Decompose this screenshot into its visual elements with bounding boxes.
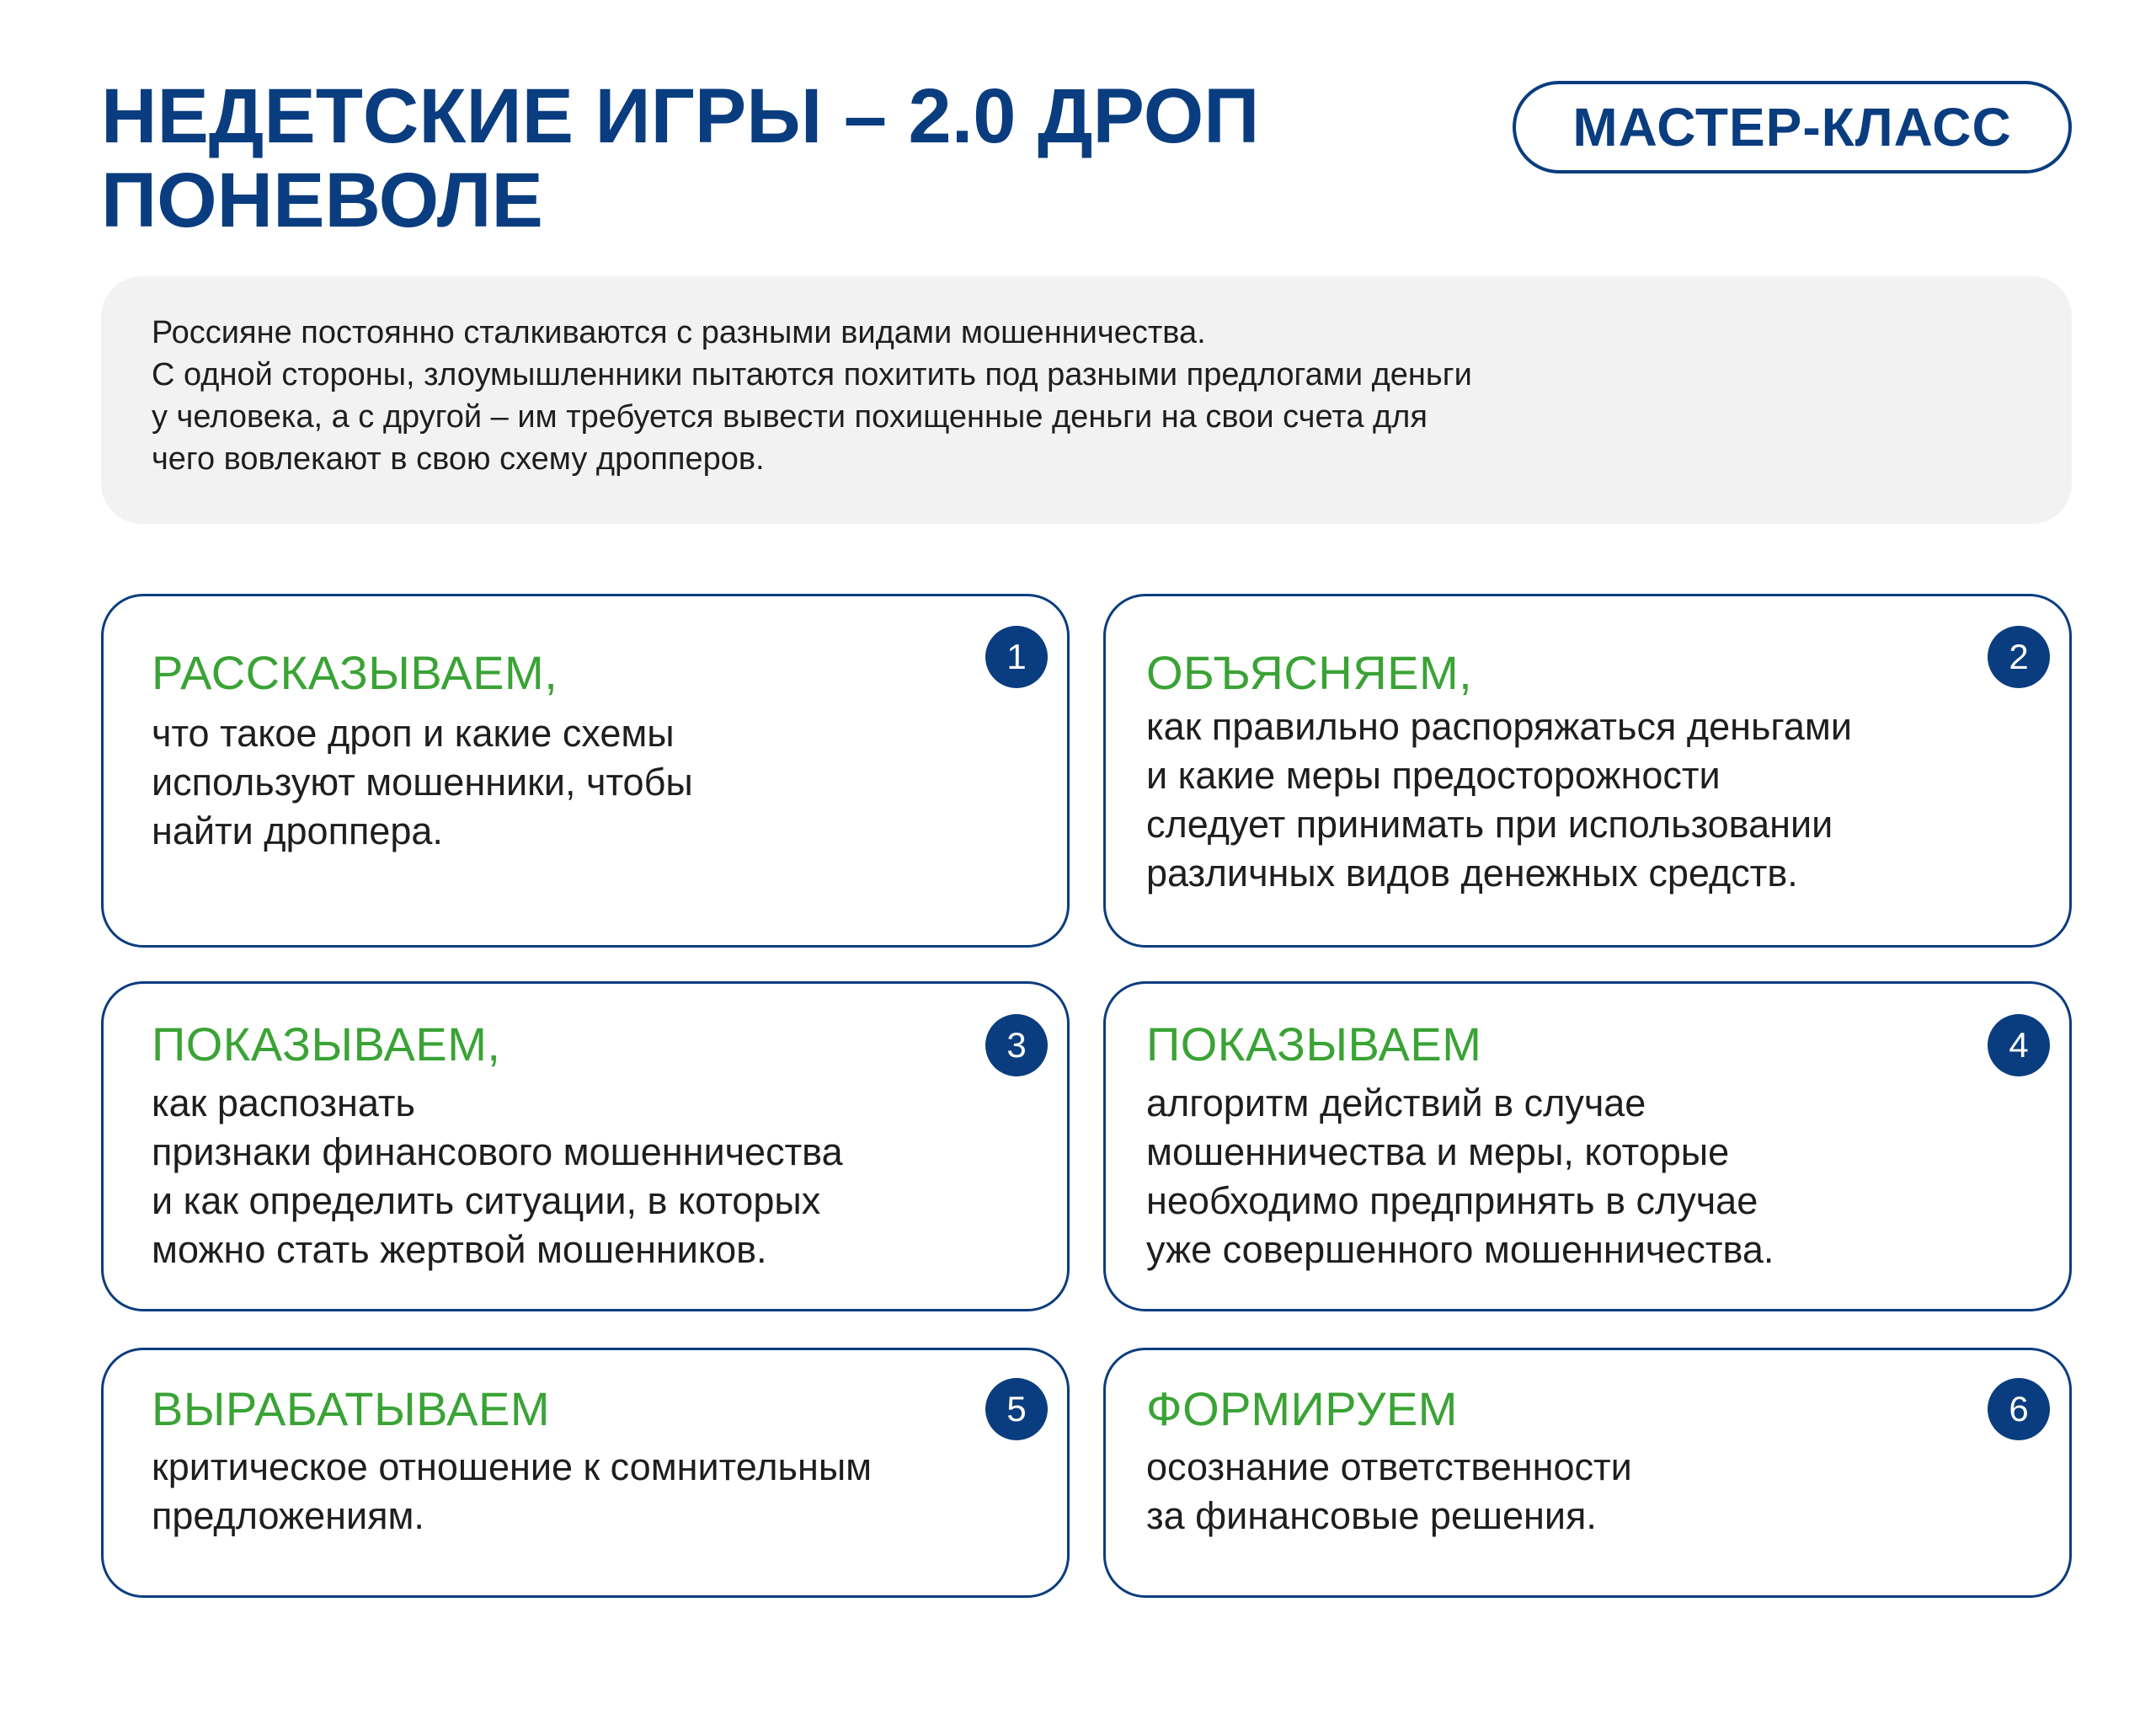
card-develop bbox=[101, 1348, 1070, 1598]
card-text bbox=[1146, 1079, 1774, 1274]
card-text-line: и какие меры предосторожности bbox=[1146, 754, 1721, 797]
title-line-1: НЕДЕТСКИЕ ИГРЫ – 2.0 ДРОП bbox=[101, 73, 1260, 159]
intro-line: С одной стороны, злоумышленники пытаются похитить под разными предлогами деньги bbox=[152, 357, 1472, 393]
intro-line: у человека, а с другой – им требуется вывести похищенные деньги на свои счета для bbox=[152, 399, 1428, 435]
card-text-line: алгоритм действий в случае bbox=[1146, 1081, 1646, 1124]
card-text-line: и как определить ситуации, в которых bbox=[152, 1179, 821, 1222]
card-text-line: критическое отношение к сомнительным bbox=[152, 1445, 873, 1488]
card-number-badge: 2 bbox=[1988, 626, 2050, 688]
card-number-badge: 6 bbox=[1988, 1378, 2050, 1440]
card-text bbox=[152, 1443, 872, 1541]
card-text-line: найти дроппера. bbox=[152, 809, 443, 852]
card-text-line: признаки финансового мошенничества bbox=[152, 1130, 843, 1173]
card-heading: РАССКАЗЫВАЕМ, bbox=[152, 646, 558, 699]
intro-panel bbox=[101, 276, 2072, 524]
card-heading: ПОКАЗЫВАЕМ bbox=[1146, 1017, 1482, 1071]
card-text-line: мошенничества и меры, которые bbox=[1146, 1130, 1730, 1173]
card-text bbox=[152, 1079, 843, 1274]
card-show-signs bbox=[101, 981, 1070, 1311]
card-number-badge: 3 bbox=[985, 1014, 1048, 1076]
card-heading: ОБЪЯСНЯЕМ, bbox=[1146, 646, 1473, 699]
card-show-algorithm bbox=[1103, 981, 2072, 1311]
card-text bbox=[152, 709, 693, 856]
card-number-badge: 4 bbox=[1988, 1014, 2050, 1076]
card-text bbox=[1146, 702, 1852, 898]
card-text-line: за финансовые решения. bbox=[1146, 1494, 1597, 1537]
card-text-line: предложениям. bbox=[152, 1494, 424, 1537]
card-number-badge: 1 bbox=[985, 626, 1048, 688]
card-heading: ВЫРАБАТЫВАЕМ bbox=[152, 1382, 551, 1435]
card-text-line: осознание ответственности bbox=[1146, 1445, 1632, 1488]
card-form bbox=[1103, 1348, 2072, 1598]
card-text-line: необходимо предпринять в случае bbox=[1146, 1179, 1758, 1222]
card-text-line: уже совершенного мошенничества. bbox=[1146, 1228, 1774, 1271]
card-tell bbox=[101, 594, 1070, 948]
card-text-line: как распознать bbox=[152, 1081, 415, 1124]
card-text-line: как правильно распоряжаться деньгами bbox=[1146, 705, 1852, 748]
page-title bbox=[101, 74, 1364, 243]
card-text bbox=[1146, 1443, 1632, 1541]
title-line-2: ПОНЕВОЛЕ bbox=[101, 158, 543, 243]
card-explain bbox=[1103, 594, 2072, 948]
card-text-line: следует принимать при использовании bbox=[1146, 803, 1833, 846]
intro-line: чего вовлекают в свою схему дропперов. bbox=[152, 441, 765, 477]
master-class-badge: МАСТЕР-КЛАСС bbox=[1513, 81, 2072, 174]
card-heading: ФОРМИРУЕМ bbox=[1146, 1382, 1458, 1435]
card-text-line: можно стать жертвой мошенников. bbox=[152, 1228, 767, 1271]
card-text-line: различных видов денежных средств. bbox=[1146, 852, 1798, 895]
card-heading: ПОКАЗЫВАЕМ, bbox=[152, 1017, 501, 1071]
card-number-badge: 5 bbox=[985, 1378, 1048, 1440]
card-text-line: что такое дроп и какие схемы bbox=[152, 712, 675, 755]
intro-line: Россияне постоянно сталкиваются с разными видами мошенничества. bbox=[152, 315, 1206, 350]
card-text-line: используют мошенники, чтобы bbox=[152, 761, 693, 804]
